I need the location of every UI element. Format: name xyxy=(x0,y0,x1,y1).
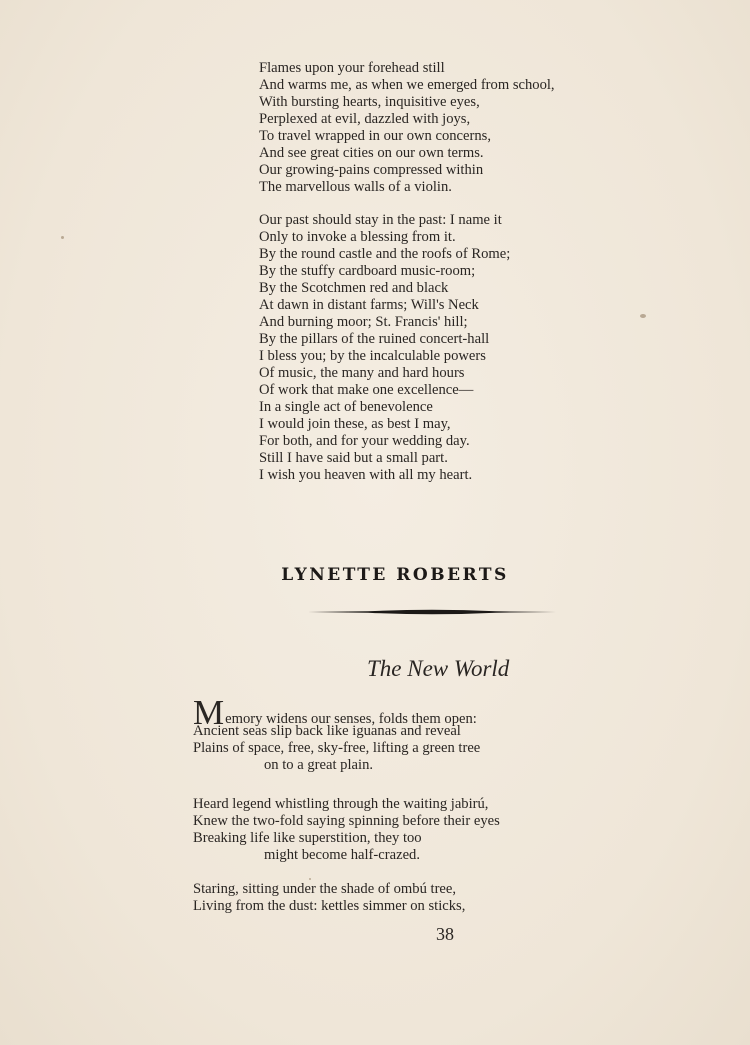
poem-line: I bless you; by the incalculable powers xyxy=(259,348,486,364)
poem-line: And burning moor; St. Francis' hill; xyxy=(259,314,468,330)
drop-cap: M xyxy=(193,693,225,732)
poem-stanza xyxy=(193,796,500,864)
poem-title: The New World xyxy=(367,656,510,681)
poem-line: By the round castle and the roofs of Rome; xyxy=(259,246,511,262)
poem-line: Of work that make one excellence— xyxy=(259,382,474,398)
poem-line: And see great cities on our own terms. xyxy=(259,145,484,161)
poem-line: Of music, the many and hard hours xyxy=(259,365,465,381)
poem-line: Breaking life like superstition, they too xyxy=(193,830,422,846)
poem-line: Perplexed at evil, dazzled with joys, xyxy=(259,111,471,127)
poem-line-indented: might become half-crazed. xyxy=(264,847,420,863)
author-heading: LYNETTE ROBERTS xyxy=(281,565,509,585)
poem-line: The marvellous walls of a violin. xyxy=(259,179,452,195)
ornamental-rule xyxy=(308,607,556,617)
poem-line: I would join these, as best I may, xyxy=(259,416,451,432)
poem-line: At dawn in distant farms; Will's Neck xyxy=(259,297,479,313)
paper-speck xyxy=(640,314,646,318)
page-number: 38 xyxy=(436,924,454,944)
poem-line: Still I have said but a small part. xyxy=(259,450,448,466)
poem-line: Flames upon your forehead still xyxy=(259,60,445,76)
poem-line: By the stuffy cardboard music-room; xyxy=(259,263,476,279)
poem-line: Knew the two-fold saying spinning before their eyes xyxy=(193,813,500,829)
poem-line-indented: on to a great plain. xyxy=(264,757,374,773)
poem-line: With bursting hearts, inquisitive eyes, xyxy=(259,94,480,110)
poem-line-text: emory widens our senses, folds them open: xyxy=(225,711,477,727)
poem-line: Heard legend whistling through the waiting jabirú, xyxy=(193,796,489,812)
poem-line: Only to invoke a blessing from it. xyxy=(259,229,456,245)
poem-line: Our past should stay in the past: I name it xyxy=(259,212,502,228)
poem-line: Staring, sitting under the shade of ombú tree, xyxy=(193,881,457,897)
poem-line: I wish you heaven with all my heart. xyxy=(259,467,473,483)
poem-line: Plains of space, free, sky-free, lifting a green tree xyxy=(193,740,481,756)
poem-stanza-2 xyxy=(259,212,510,484)
poem-stanza-1 xyxy=(259,60,555,196)
poem-line: For both, and for your wedding day. xyxy=(259,433,470,449)
poem-line: By the Scotchmen red and black xyxy=(259,280,449,296)
poem-line: And warms me, as when we emerged from school, xyxy=(259,77,555,93)
poem-stanza xyxy=(193,881,465,915)
paper-speck xyxy=(309,878,311,880)
poem-line: To travel wrapped in our own concerns, xyxy=(259,128,491,144)
poem-line: Living from the dust: kettles simmer on sticks, xyxy=(193,898,466,914)
poem-line: By the pillars of the ruined concert-hall xyxy=(259,331,490,347)
poem-line: Ancient seas slip back like iguanas and reveal xyxy=(193,723,461,739)
paper-speck xyxy=(61,236,64,239)
poem-line: In a single act of benevolence xyxy=(259,399,433,415)
poem-stanza xyxy=(193,693,481,774)
poem-line: Our growing-pains compressed within xyxy=(259,162,484,178)
